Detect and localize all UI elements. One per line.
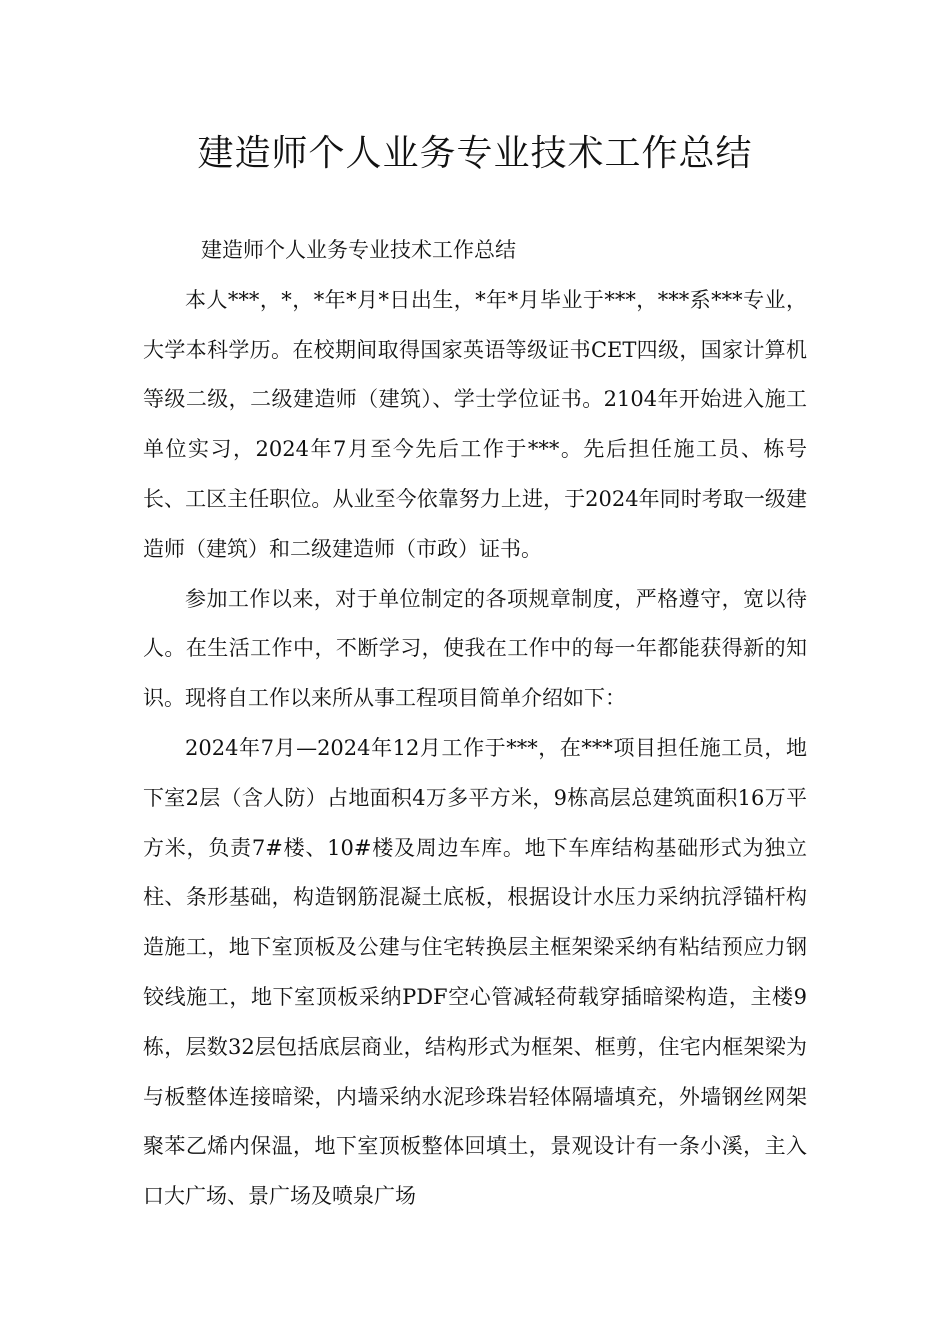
paragraph-work-attitude: 参加工作以来，对于单位制定的各项规章制度，严格遵守，宽以待人。在生活工作中，不断学习，使我在工作中的每一年都能获得新的知识。现将自工作以来所从事工程项目简单介绍如下： <box>143 586 807 711</box>
paragraph-personal-info: 本人***，*，*年*月*日出生，*年*月毕业于***，***系***专业，大学本科学历。在校期间取得国家英语等级证书CET四级，国家计算机等级二级，二级建造师（建筑）、学士学位证书。2104年开始进入施工单位实习，2024年7月至今先后工作于***。先后担任施工员、栋号长、工区主任职位。从业至今依靠努力上进，于2024年同时考取一级建造师（建筑）和二级建造师（市政）证书。 <box>143 287 807 561</box>
document-title: 建造师个人业务专业技术工作总结 <box>197 133 753 174</box>
document-subtitle: 建造师个人业务专业技术工作总结 <box>201 238 516 262</box>
document-body <box>143 226 807 1222</box>
paragraph-project-description: 2024年7月—2024年12月工作于***，在***项目担任施工员，地下室2层（含人防）占地面积4万多平方米，9栋高层总建筑面积16万平方米，负责7#楼、10#楼及周边车库。地下车库结构基础形式为独立柱、条形基础，构造钢筋混凝土底板，根据设计水压力采纳抗浮锚杆构造施工，地下室顶板及公建与住宅转换层主框架梁采纳有粘结预应力钢铰线施工，地下室顶板采纳PDF空心管减轻荷载穿插暗梁构造，主楼9栋，层数32层包括底层商业，结构形式为框架、框剪，住宅内框架梁为与板整体连接暗梁，内墙采纳水泥珍珠岩轻体隔墙填充，外墙钢丝网架聚苯乙烯内保温，地下室顶板整体回填土，景观设计有一条小溪，主入口大广场、景广场及喷泉广场 <box>143 735 807 1209</box>
